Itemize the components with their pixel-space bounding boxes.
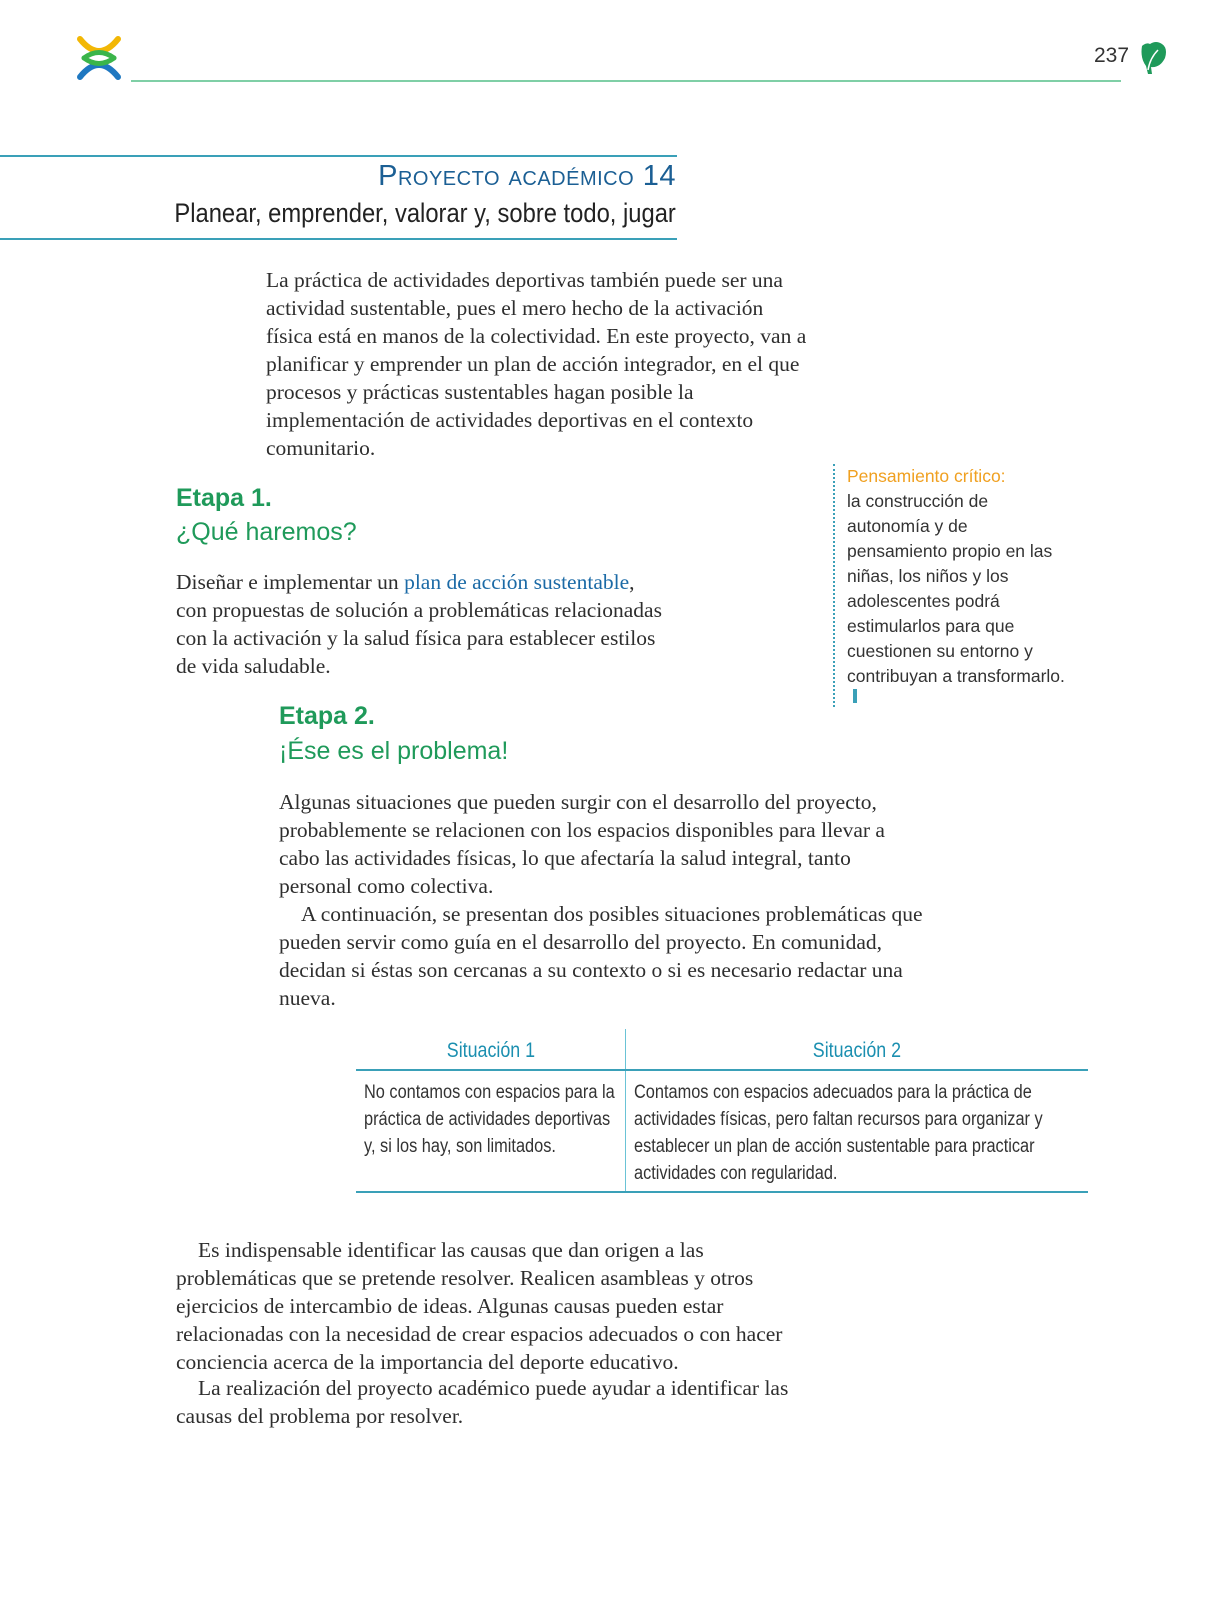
leaf-icon	[1138, 40, 1168, 76]
program-logo-icon	[74, 33, 124, 83]
stage1-paragraph	[176, 568, 666, 680]
stage1-text-before: Diseñar e implementar un	[176, 570, 405, 594]
sidebar-body	[847, 489, 1072, 707]
stage2-title: ¡Ése es el problema!	[279, 737, 509, 765]
stage1-number: Etapa 1.	[176, 484, 272, 512]
intro-paragraph: La práctica de actividades deportivas también puede ser una actividad sustentable, pues el mero hecho de la activación física está en manos de la colectividad. En este proyecto, van a planificar y emprender un plan de acción integrador, en el que procesos y prácticas sustentables hagan posible la implementación de actividades deportivas en el contexto comunitario.	[266, 268, 807, 460]
table-header-situation-1: Situación 1	[356, 1029, 626, 1070]
table-row	[356, 1070, 1088, 1192]
stage1-title: ¿Qué haremos?	[176, 518, 357, 546]
title-rule-top	[0, 155, 677, 157]
project-subtitle: Planear, emprender, valorar y, sobre todo, jugar	[174, 198, 676, 228]
table-cell-situation-2: Contamos con espacios adecuados para la práctica de actividades físicas, pero faltan recursos para organizar y establecer un plan de acción sustentable para practicar actividades con regularidad.	[626, 1070, 1089, 1192]
critical-thinking-sidebar	[833, 464, 1072, 707]
table-header-row	[356, 1029, 1088, 1070]
stage2-number: Etapa 2.	[279, 702, 375, 730]
end-mark-icon	[853, 689, 857, 703]
closing-paragraph-2: La realización del proyecto académico puede ayudar a identificar las causas del problema por resolver.	[176, 1376, 789, 1428]
stage2-paragraph-1: Algunas situaciones que pueden surgir con el desarrollo del proyecto, probablemente se relacionen con los espacios disponibles para llevar a cabo las actividades físicas, lo que afectaría la salud integral, tanto personal como colectiva.	[279, 790, 885, 898]
header-rule	[131, 80, 1121, 82]
sidebar-heading: Pensamiento crítico:	[847, 466, 1006, 486]
page-number: 237	[1094, 44, 1130, 67]
title-rule-bottom	[0, 238, 677, 240]
stage1-text-after: , con propuestas de solución a problemáticas relacionadas con la activación y la salud física para establecer estilos de vida saludable.	[176, 570, 662, 678]
table-header-situation-2: Situación 2	[626, 1029, 1089, 1070]
closing-paragraph-1: Es indispensable identificar las causas que dan origen a las problemáticas que se pretende resolver. Realicen asambleas y otros ejercicios de intercambio de ideas. Algunas causas pueden estar relacionadas con la necesidad de crear espacios adecuados o con hacer conciencia acerca de la importancia del deporte educativo.	[176, 1238, 783, 1374]
glossary-link[interactable]: plan de acción sustentable	[404, 570, 630, 594]
project-title: Proyecto académico 14	[378, 160, 676, 192]
situations-table	[356, 1029, 1088, 1193]
table-cell-situation-1: No contamos con espacios para la práctica de actividades deportivas y, si los hay, son limitados.	[356, 1070, 626, 1192]
sidebar-text: la construcción de autonomía y de pensamiento propio en las niñas, los niños y los adolescentes podrá estimularlos para que cuestionen su entorno y contribuyan a transformarlo.	[847, 491, 1065, 686]
stage2-paragraph-2: A continuación, se presentan dos posibles situaciones problemáticas que pueden servir como guía en el desarrollo del proyecto. En comunidad, decidan si éstas son cercanas a su contexto o si es necesario redactar una nueva.	[279, 902, 923, 1010]
